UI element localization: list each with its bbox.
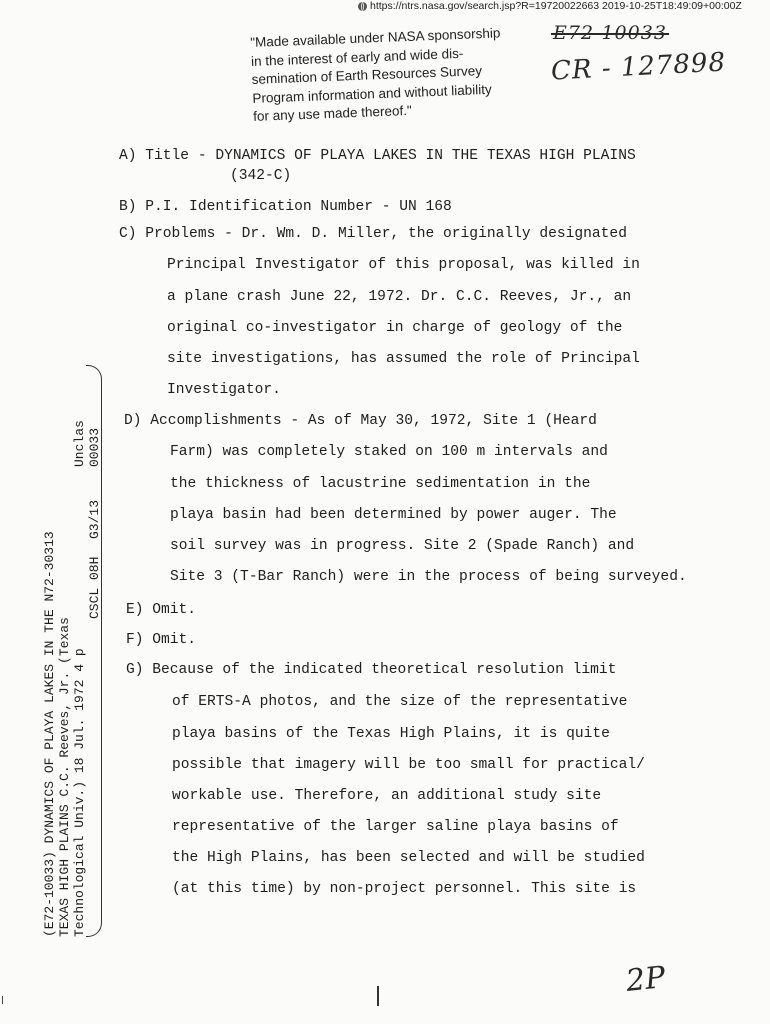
side-catalog-code: 00033 bbox=[87, 427, 102, 467]
section-g-line: possible that imagery will be too small for practical/ bbox=[172, 757, 645, 773]
side-catalog-bracket bbox=[86, 365, 102, 937]
section-d-line: Site 3 (T-Bar Ranch) were in the process of being surveyed. bbox=[170, 569, 687, 585]
stamp-line: in the interest of early and wide dis- bbox=[250, 45, 464, 69]
page-mark-handwritten: 2P bbox=[624, 960, 668, 999]
section-d-line: Farm) was completely staked on 100 m intervals and bbox=[170, 444, 608, 460]
section-g-line: playa basins of the Texas High Plains, it is quite bbox=[172, 726, 610, 742]
source-url-text: https://ntrs.nasa.gov/search.jsp?R=19720022663 2019-10-25T18:49:09+00:00Z bbox=[370, 0, 742, 12]
section-g-line: of ERTS-A photos, and the size of the representative bbox=[172, 694, 628, 710]
side-catalog-group: G3/13 bbox=[87, 499, 102, 539]
cr-number-handwritten: CR - 127898 bbox=[550, 47, 727, 87]
scan-mark bbox=[2, 996, 3, 1004]
section-g-line: (at this time) by non-project personnel. This site is bbox=[172, 881, 637, 897]
globe-icon bbox=[358, 2, 367, 11]
scan-mark bbox=[377, 986, 379, 1006]
section-a-title: A) Title - DYNAMICS OF PLAYA LAKES IN THE TEXAS HIGH PLAINS bbox=[119, 148, 636, 164]
section-d-line: playa basin had been determined by power auger. The bbox=[170, 507, 617, 523]
section-c-line: original co-investigator in charge of geology of the bbox=[167, 320, 623, 336]
side-catalog-line: TEXAS HIGH PLAINS C.C. Reeves, Jr. (Texas bbox=[57, 617, 72, 937]
section-c-line: Principal Investigator of this proposal, was killed in bbox=[167, 257, 640, 273]
side-catalog-line: (E72-10033) DYNAMICS OF PLAYA LAKES IN THE N72-30313 bbox=[42, 531, 57, 937]
section-g-line: workable use. Therefore, an additional study site bbox=[172, 788, 602, 804]
section-c-line: Investigator. bbox=[167, 382, 281, 398]
section-d-line: D) Accomplishments - As of May 30, 1972, Site 1 (Heard bbox=[124, 413, 597, 429]
side-catalog-line: Technological Univ.) 18 Jul. 1972 4 p bbox=[72, 648, 87, 937]
section-d-line: soil survey was in progress. Site 2 (Spade Ranch) and bbox=[170, 538, 635, 554]
stamp-line: "Made available under NASA sponsorship bbox=[250, 25, 501, 50]
section-g-line: G) Because of the indicated theoretical resolution limit bbox=[126, 662, 617, 678]
section-c-line: site investigations, has assumed the role of Principal bbox=[167, 351, 640, 367]
section-g-line: the High Plains, has been selected and will be studied bbox=[172, 850, 645, 866]
section-c-line: a plane crash June 22, 1972. Dr. C.C. Reeves, Jr., an bbox=[167, 289, 632, 305]
section-e-omit: E) Omit. bbox=[126, 602, 197, 618]
struck-document-number: E72-10033 bbox=[553, 22, 667, 44]
nasa-disclaimer-stamp bbox=[250, 24, 504, 126]
stamp-line: Program information and without liability bbox=[252, 81, 492, 106]
side-catalog-unclas: Unclas bbox=[72, 420, 87, 467]
section-f-omit: F) Omit. bbox=[126, 632, 197, 648]
section-c-line: C) Problems - Dr. Wm. D. Miller, the originally designated bbox=[119, 226, 627, 242]
section-d-line: the thickness of lacustrine sedimentation in the bbox=[170, 476, 591, 492]
source-url-bar bbox=[358, 0, 742, 12]
section-a-title-cont: (342-C) bbox=[230, 168, 292, 184]
stamp-line: semination of Earth Resources Survey bbox=[251, 63, 483, 87]
section-b-pi-number: B) P.I. Identification Number - UN 168 bbox=[119, 199, 452, 215]
section-g-line: representative of the larger saline playa basins of bbox=[172, 819, 619, 835]
stamp-line: for any use made thereof." bbox=[252, 102, 412, 124]
side-catalog-cscl: CSCL 08H bbox=[87, 556, 102, 619]
